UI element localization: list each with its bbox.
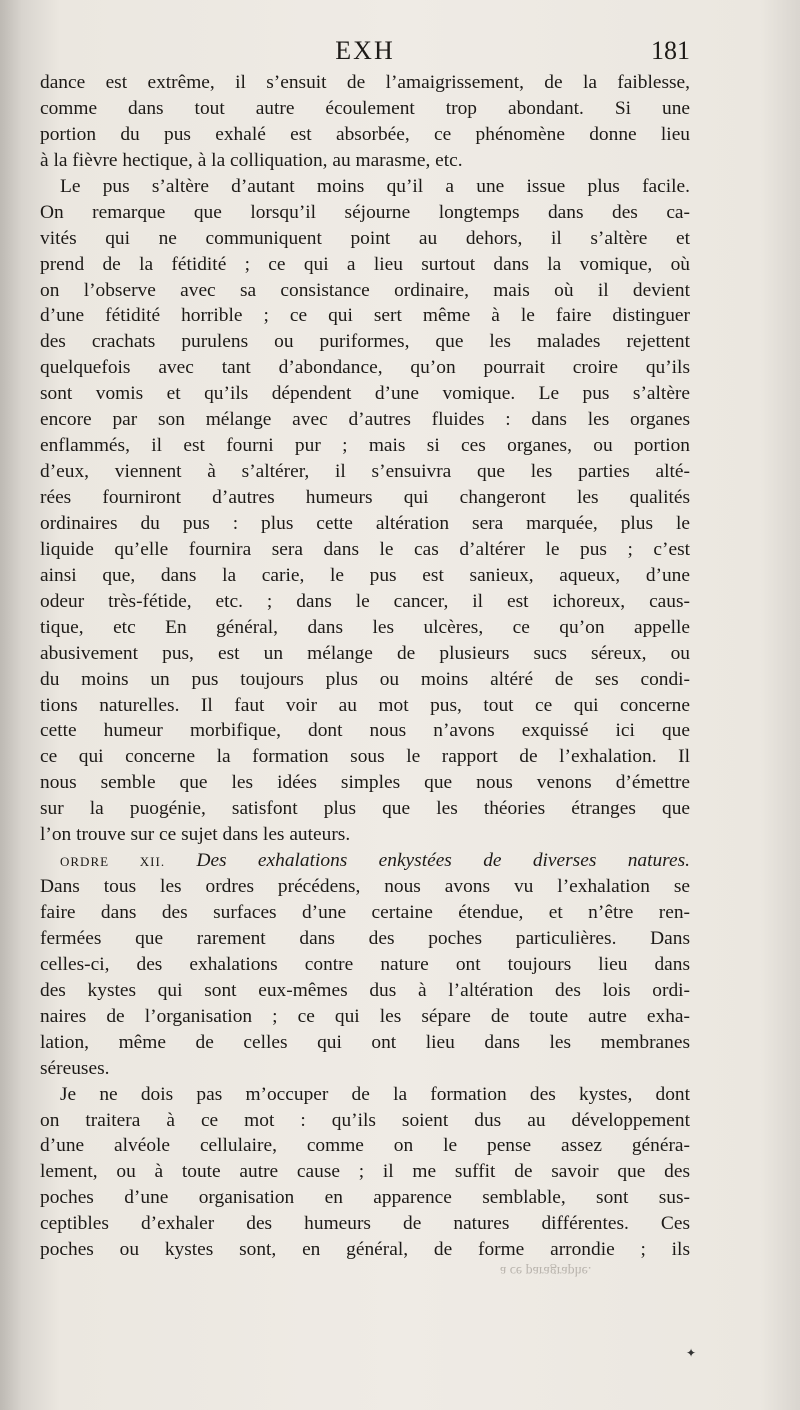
text-line: naires de l’organisation ; ce qui les sépare de toute autre exha-	[40, 1005, 690, 1027]
text-line: des kystes qui sont eux-mêmes dus à l’altération des lois ordi-	[40, 979, 690, 1001]
text-line: dance est extrême, il s’ensuit de l’amaigrissement, de la faiblesse,	[40, 72, 690, 93]
section-title: Des exhalations enkystées de diverses natures.	[196, 850, 690, 872]
text-line: vités qui ne communiquent point au dehors, il s’altère et	[40, 227, 690, 249]
text-line: Je ne dois pas m’occuper de la formation des kystes, dont	[60, 1083, 690, 1105]
text-line: Le pus s’altère d’autant moins qu’il a une issue plus facile.	[60, 175, 690, 197]
section-label: ORDRE XII.	[60, 854, 166, 870]
text-line: faire dans des surfaces d’une certaine étendue, et n’être ren-	[40, 902, 690, 923]
text-line: fermées que rarement dans des poches particulières. Dans	[40, 927, 690, 949]
text-line: séreuses.	[40, 1057, 110, 1079]
text-line: sur la puogénie, satisfont plus que les théories étranges que	[40, 798, 690, 820]
text-line: du moins un pus toujours plus ou moins altéré de ses condi-	[40, 668, 690, 690]
text-line: à la fièvre hectique, à la colliquation, au marasme, etc.	[40, 149, 463, 171]
text-line: quelquefois avec tant d’abondance, qu’on pourrait croire qu’ils	[40, 357, 690, 379]
text-line: l’on trouve sur ce sujet dans les auteurs.	[40, 824, 351, 846]
text-line: d’une fétidité horrible ; ce qui sert même à le faire distinguer	[40, 305, 690, 327]
text-line: comme dans tout autre écoulement trop abondant. Si une	[40, 97, 690, 119]
page-header	[40, 36, 690, 70]
text-line: sont vomis et qu’ils dépendent d’une vomique. Le pus s’altère	[40, 383, 690, 405]
text-line: celles-ci, des exhalations contre nature ont toujours lieu dans	[40, 953, 690, 975]
text-line: nous semble que les idées simples que nous venons d’émettre	[40, 772, 690, 794]
text-line: tique, etc En général, dans les ulcères, ce qu’on appelle	[40, 616, 690, 638]
running-head: EXH	[335, 36, 395, 65]
text-line: odeur très-fétide, etc. ; dans le cancer, il est ichoreux, caus-	[40, 590, 690, 612]
text-line: ordinaires du pus : plus cette altération sera marquée, plus le	[40, 512, 690, 534]
text-line: rées fourniront d’autres humeurs qui changeront les qualités	[40, 487, 690, 508]
text-line: cette humeur morbifique, dont nous n’avons exquissé ici que	[40, 720, 690, 742]
text-line: ceptibles d’exhaler des humeurs de natures différentes. Ces	[40, 1213, 690, 1235]
text-line: d’une alvéole cellulaire, comme on le pense assez généra-	[40, 1135, 690, 1157]
text-line: portion du pus exhalé est absorbée, ce phénomène donne lieu	[40, 123, 690, 145]
text-line: ce qui concerne la formation sous le rapport de l’exhalation. Il	[40, 746, 690, 768]
text-line: encore par son mélange avec d’autres fluides : dans les organes	[40, 409, 690, 431]
body-text	[40, 70, 690, 1263]
text-line: ainsi que, dans la carie, le pus est sanieux, aqueux, d’une	[40, 564, 690, 586]
text-line: on traitera à ce mot : qu’ils soient dus au développement	[40, 1109, 690, 1131]
text-line: on l’observe avec sa consistance ordinaire, mais où il devient	[40, 279, 690, 301]
text-line: des crachats purulens ou puriformes, que les malades rejettent	[40, 331, 690, 353]
text-line: Dans tous les ordres précédens, nous avons vu l’exhalation se	[40, 876, 690, 898]
printer-mark: ✦	[686, 1346, 697, 1360]
text-line: liquide qu’elle fournira sera dans le cas d’altérer le pus ; c’est	[40, 538, 690, 560]
page-number: 181	[651, 36, 690, 65]
text-line: poches d’une organisation en apparence semblable, sont sus-	[40, 1187, 690, 1209]
text-line: tions naturelles. Il faut voir au mot pus, tout ce qui concerne	[40, 694, 690, 716]
text-line: lation, même de celles qui ont lieu dans les membranes	[40, 1031, 690, 1053]
text-line: lement, ou à toute autre cause ; il me suffit de savoir que des	[40, 1161, 690, 1183]
text-line: On remarque que lorsqu’il séjourne longtemps dans des ca-	[40, 201, 690, 223]
section-heading	[40, 848, 690, 874]
bleed-through-text: a ce paragraphe.	[500, 1263, 592, 1278]
text-line: prend de la fétidité ; ce qui a lieu surtout dans la vomique, où	[40, 253, 690, 275]
text-line: d’eux, viennent à s’altérer, il s’ensuivra que les parties alté-	[40, 461, 690, 483]
text-line: enflammés, il est fourni pur ; mais si ces organes, ou portion	[40, 435, 690, 457]
text-line: poches ou kystes sont, en général, de forme arrondie ; ils	[40, 1239, 690, 1261]
text-line: abusivement pus, est un mélange de plusieurs sucs séreux, ou	[40, 642, 690, 664]
